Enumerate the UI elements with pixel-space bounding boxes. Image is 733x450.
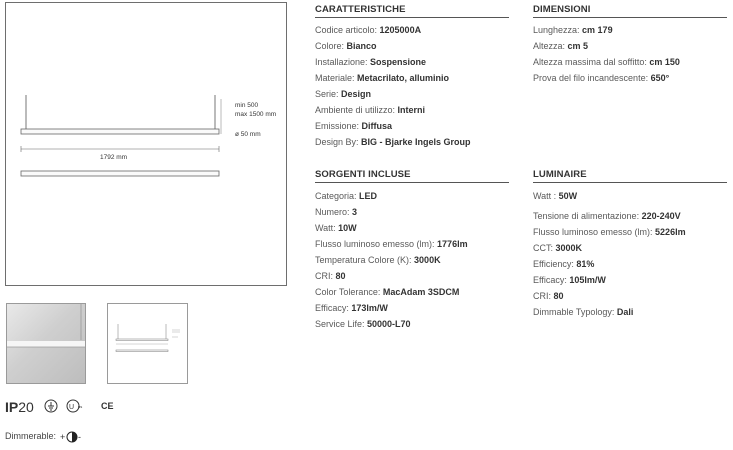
spec-row: Dimmable Typology: Dali [533, 307, 634, 317]
spec-row: Service Life: 50000-L70 [315, 319, 411, 329]
spec-row: Altezza massima dal soffitto: cm 150 [533, 57, 680, 67]
luminaire-list [533, 190, 686, 322]
section-divider [533, 17, 727, 18]
spec-row: Prova del filo incandescente: 650° [533, 73, 670, 83]
luminaire-top-view [21, 171, 219, 176]
min-height-label: min 500 [235, 102, 259, 109]
spec-row: Flusso luminoso emesso (lm): 5226lm [533, 227, 686, 237]
spec-row: Tensione di alimentazione: 220-240V [533, 211, 681, 221]
length-label: 1792 mm [100, 154, 128, 161]
thumbnail-technical-drawing[interactable] [107, 303, 188, 384]
section-title-dimensioni: DIMENSIONI [533, 4, 591, 15]
spec-row: Efficacy: 105lm/W [533, 275, 606, 285]
svg-text:+: + [60, 432, 66, 442]
certification-mark-icon [66, 399, 84, 418]
svg-text:us: us [78, 404, 83, 409]
caratteristiche-list [315, 24, 471, 152]
spec-row: CRI: 80 [533, 291, 564, 301]
section-title-luminaire: LUMINAIRE [533, 169, 587, 180]
section-title-caratteristiche: CARATTERISTICHE [315, 4, 406, 15]
luminaire-side-view [21, 129, 219, 134]
technical-drawing [6, 3, 286, 285]
section-title-sorgenti-incluse: SORGENTI INCLUSE [315, 169, 411, 180]
spec-row: Flusso luminoso emesso (lm): 1776lm [315, 239, 468, 249]
spec-row: Altezza: cm 5 [533, 41, 589, 51]
product-drawing-panel [5, 2, 287, 286]
svg-text:-: - [78, 432, 81, 442]
dimmer-icon [60, 430, 84, 448]
dimensioni-list [533, 24, 680, 88]
spec-row: Lunghezza: cm 179 [533, 25, 613, 35]
section-divider [533, 182, 727, 183]
max-height-label: max 1500 mm [235, 111, 277, 118]
sorgenti-list [315, 190, 468, 334]
spec-row: Watt: 10W [315, 223, 357, 233]
spec-row: CCT: 3000K [533, 243, 583, 253]
spec-row: Colore: Bianco [315, 41, 377, 51]
spec-row: Categoria: LED [315, 191, 378, 201]
spec-row: Serie: Design [315, 89, 372, 99]
svg-text:U: U [69, 404, 75, 411]
spec-row: CRI: 80 [315, 271, 346, 281]
spec-row: Watt : 50W [533, 191, 578, 201]
spec-row: Color Tolerance: MacAdam 3SDCM [315, 287, 460, 297]
spec-row: Installazione: Sospensione [315, 57, 427, 67]
section-divider [315, 17, 509, 18]
diameter-label: ø 50 mm [235, 131, 261, 138]
ground-icon [44, 399, 58, 418]
ce-mark-icon: CE [101, 401, 114, 411]
thumbnail-product-photo[interactable] [6, 303, 86, 384]
section-divider [315, 182, 509, 183]
spec-row: Materiale: Metacrilato, alluminio [315, 73, 450, 83]
spec-row: Temperatura Colore (K): 3000K [315, 255, 441, 265]
spec-row: Design By: BIG - Bjarke Ingels Group [315, 137, 471, 147]
dimmerable-label: Dimmerable: [5, 431, 57, 441]
spec-row: Emissione: Diffusa [315, 121, 393, 131]
spec-row: Numero: 3 [315, 207, 358, 217]
spec-row: Codice articolo: 1205000A [315, 25, 422, 35]
spec-row: Efficacy: 173lm/W [315, 303, 388, 313]
spec-row: Efficiency: 81% [533, 259, 595, 269]
ip-rating: IP20 [5, 399, 34, 415]
spec-row: Ambiente di utilizzo: Interni [315, 105, 426, 115]
